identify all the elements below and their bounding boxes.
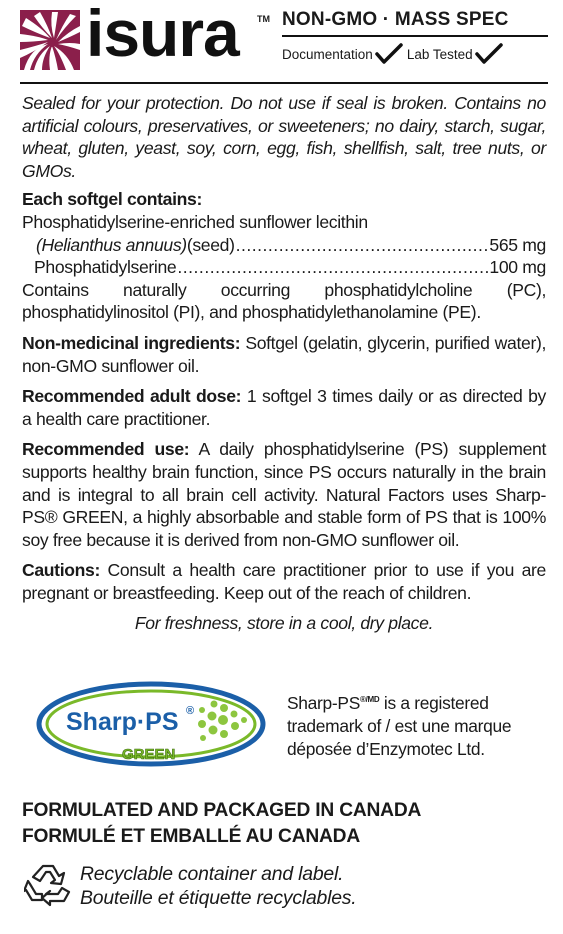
label-header <box>20 0 548 80</box>
use-section: Recommended use: A daily phosphatidylserine (PS) supplement supports healthy brain function, since PS occurs naturally in the brain and is integral to all brain cell activity. Natural Factors uses Sharp-PS® GREEN, a highly absorbable and stable form of PS that is 100% soy free because it is derived from non-GMO sunflower oil. <box>22 439 546 550</box>
source-ingredient: Phosphatidylserine-enriched sunflower lecithin <box>22 211 368 232</box>
active-amount-row <box>22 256 546 279</box>
origin-english: FORMULATED AND PACKAGED IN CANADA <box>22 800 422 821</box>
header-divider <box>282 35 548 37</box>
contents-heading: Each softgel contains: <box>22 189 202 210</box>
verification-checks <box>282 41 548 67</box>
active-amount: 100 mg <box>489 257 546 278</box>
sharp-ps-logo-green: GREEN <box>122 746 176 763</box>
trademark-mark: TM <box>257 14 270 24</box>
header-claims <box>282 8 548 67</box>
recycle-statement <box>80 862 356 910</box>
trademark-note: Sharp-$PS^{®/MD}$ is a registered trademark of / est une marque déposée d’Enzymotec Ltd. <box>287 692 512 759</box>
source-amount: 565 mg <box>489 234 546 255</box>
sharp-ps-logo-reg: ® <box>186 705 195 717</box>
storage-note: For freshness, store in a cool, dry place. <box>134 613 434 634</box>
flower-logo-icon <box>20 10 80 70</box>
sharp-ps-logo-text: Sharp·PS <box>66 708 179 736</box>
origin-french: FORMULÉ ET EMBALLÉ AU CANADA <box>22 826 360 847</box>
header-bottom-divider <box>20 82 548 84</box>
cautions-section: Cautions: Consult a health care practitioner prior to use if you are pregnant or breastfeeding. Keep out of the reach of children. <box>22 560 546 603</box>
origin-statement <box>22 798 421 850</box>
source-amount-row <box>22 234 546 257</box>
dose-section: Recommended adult dose: 1 softgel 3 times daily or as directed by a health care practitioner. <box>22 386 546 429</box>
leader-dots <box>177 256 488 279</box>
leader-dots <box>236 234 489 257</box>
brand-wordmark: isura <box>86 0 239 70</box>
documentation-label: Documentation <box>282 46 373 62</box>
source-latin-name: (Helianthus annuus) <box>36 234 187 255</box>
label-body <box>22 92 546 635</box>
recycle-icon <box>24 862 72 908</box>
seal-notice: Sealed for your protection. Do not use if seal is broken. Contains no artificial colours, preservatives, or sweeteners; no dairy, starch, sugar, wheat, gluten, yeast, soy, corn, egg, fish, shellfish, salt, tree nuts, or GMOs. <box>22 93 546 181</box>
recycle-english: Recyclable container and label. <box>80 863 344 885</box>
sharp-ps-green-logo <box>36 680 266 768</box>
active-ingredient: Phosphatidylserine <box>34 257 177 278</box>
non-medicinal-section: Non-medicinal ingredients: Softgel (gelatin, glycerin, purified water), non-GMO sunflower oil. <box>22 332 546 376</box>
checkmark-icon <box>475 43 503 65</box>
checkmark-icon <box>375 43 403 65</box>
spec-line: NON-GMO · MASS SPEC <box>282 9 509 30</box>
source-part: (seed) <box>186 234 235 255</box>
recycle-french: Bouteille et étiquette recyclables. <box>80 887 357 909</box>
contents-note: Contains naturally occurring phosphatidylcholine (PC), phosphatidylinositol (PI), and phosphatidylethanolamine (PE). <box>22 279 546 323</box>
lab-tested-label: Lab Tested <box>406 46 473 62</box>
